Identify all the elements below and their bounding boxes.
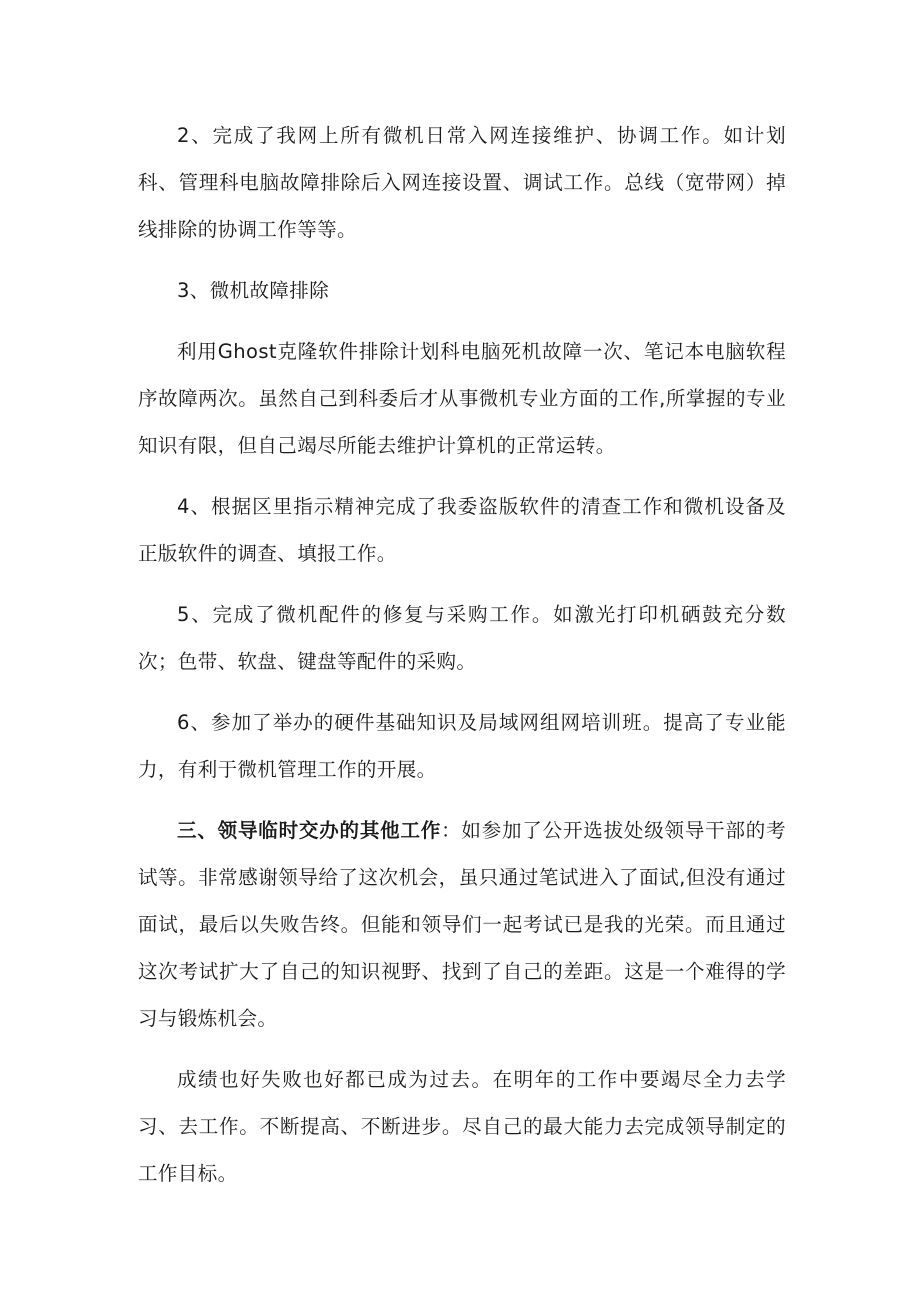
paragraph-conclusion: 成绩也好失败也好都已成为过去。在明年的工作中要竭尽全力去学习、去工作。不断提高、不断进步。尽自己的最大能力去完成领导制定的工作目标。: [138, 1068, 786, 1185]
section-three-heading: 三、领导临时交办的其他工作: [177, 819, 442, 842]
paragraph-item-5: 5、完成了微机配件的修复与采购工作。如激光打印机硒鼓充分数次；色带、软盘、键盘等配件的采购。: [138, 603, 786, 673]
document-body: [138, 112, 786, 1211]
section-three-text: ：如参加了公开选拔处级领导干部的考试等。非常感谢领导给了这次机会，虽只通过笔试进入了面试,但没有通过面试，最后以失败告终。但能和领导们一起考试已是我的光荣。而且通过这次考试扩大了自己的知识视野、找到了自己的差距。这是一个难得的学习与锻炼机会。: [138, 819, 786, 1030]
paragraph-item-2: 2、完成了我网上所有微机日常入网连接维护、协调工作。如计划科、管理科电脑故障排除后入网连接设置、调试工作。总线（宽带网）掉线排除的协调工作等等。: [138, 124, 786, 241]
paragraph-item-4: 4、根据区里指示精神完成了我委盗版软件的清查工作和微机设备及正版软件的调查、填报工作。: [138, 495, 786, 565]
paragraph-item-3-title: 3、微机故障排除: [177, 279, 330, 302]
paragraph-section-three: [138, 807, 786, 1042]
paragraph-item-6: 6、参加了举办的硬件基础知识及局域网组网培训班。提高了专业能力，有利于微机管理工作的开展。: [138, 711, 786, 781]
paragraph-ghost-repair: 利用Ghost克隆软件排除计划科电脑死机故障一次、笔记本电脑软程序故障两次。虽然自己到科委后才从事微机专业方面的工作,所掌握的专业知识有限，但自己竭尽所能去维护计算机的正常运转。: [138, 340, 786, 457]
